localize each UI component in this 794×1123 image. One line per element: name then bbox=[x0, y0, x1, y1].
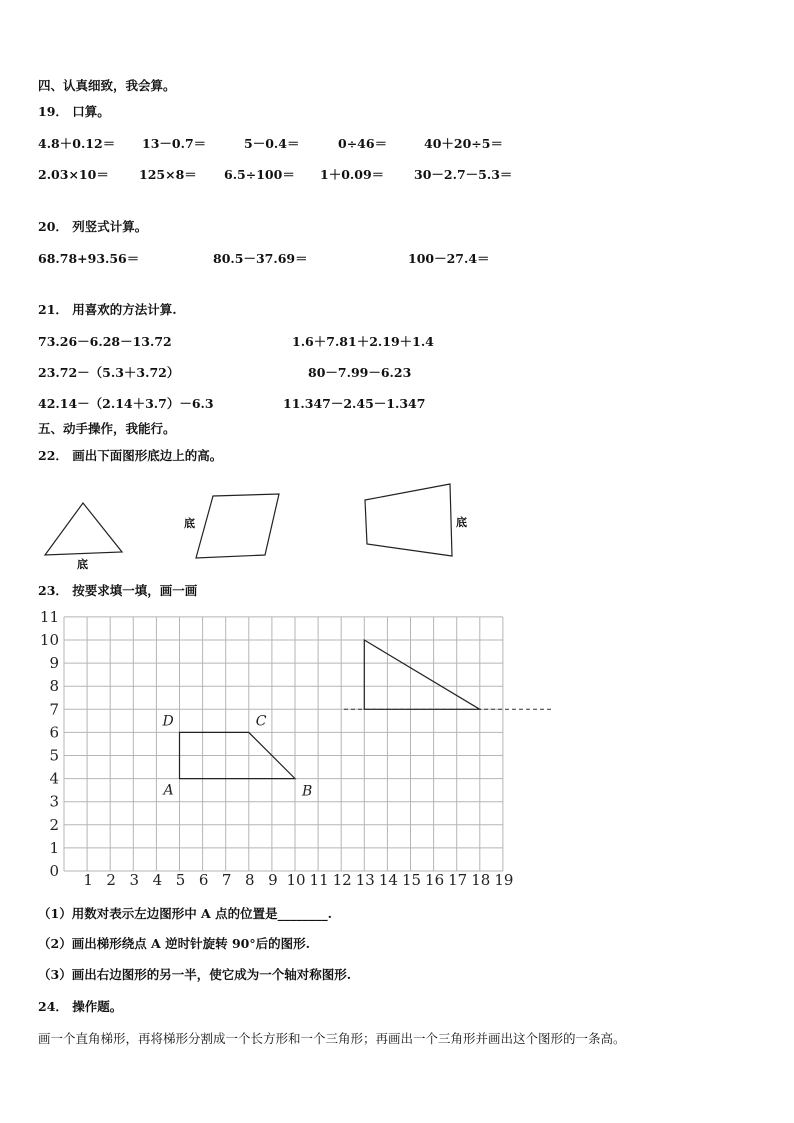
x-tick-label: 19 bbox=[494, 871, 514, 889]
y-tick-label: 7 bbox=[49, 700, 59, 719]
q22-label-triangle: 底 bbox=[77, 558, 88, 571]
y-tick-label: 9 bbox=[49, 654, 59, 673]
point-label-b: B bbox=[302, 783, 313, 800]
x-tick-label: 3 bbox=[129, 871, 140, 889]
point-label-c: C bbox=[255, 713, 267, 730]
point-label-a: A bbox=[163, 782, 174, 799]
section-4-heading: 四、认真细致，我会算。 bbox=[38, 78, 176, 93]
y-tick-label: 5 bbox=[49, 746, 59, 765]
q21-item-6: 11.347－2.45－1.347 bbox=[283, 396, 426, 411]
x-tick-label: 8 bbox=[245, 871, 255, 889]
q21-item-2: 1.6＋7.81＋2.19＋1.4 bbox=[292, 334, 434, 349]
q23-title: 23． 按要求填一填，画一画 bbox=[38, 583, 198, 598]
y-tick-label: 4 bbox=[49, 769, 59, 788]
q20-item-3: 100－27.4＝ bbox=[408, 251, 490, 266]
x-tick-label: 15 bbox=[401, 871, 422, 889]
q22-shapes bbox=[45, 484, 467, 571]
q19-r2-c1: 2.03×10＝ bbox=[38, 167, 109, 182]
section-5-heading: 五、动手操作，我能行。 bbox=[38, 421, 176, 436]
q19-r2-c4: 1＋0.09＝ bbox=[320, 167, 385, 182]
q19-r1-c1: 4.8＋0.12＝ bbox=[38, 136, 116, 151]
y-tick-label: 1 bbox=[49, 838, 59, 857]
q19-r1-c4: 0÷46＝ bbox=[338, 136, 388, 151]
x-tick-label: 17 bbox=[448, 871, 468, 889]
y-tick-label: 3 bbox=[49, 792, 59, 811]
q19-r1-c2: 13－0.7＝ bbox=[142, 136, 207, 151]
x-tick-label: 13 bbox=[355, 871, 375, 889]
x-tick-label: 5 bbox=[175, 871, 186, 889]
q23-sub2: （2）画出梯形绕点 A 逆时针旋转 90°后的图形. bbox=[38, 936, 310, 951]
q21-item-5: 42.14－（2.14＋3.7）－6.3 bbox=[38, 396, 214, 411]
grid-axis-labels bbox=[40, 608, 514, 889]
q20-item-2: 80.5－37.69＝ bbox=[213, 251, 308, 266]
x-tick-label: 10 bbox=[286, 871, 306, 889]
x-tick-label: 2 bbox=[106, 871, 116, 889]
q21-item-4: 80－7.99－6.23 bbox=[308, 365, 412, 380]
q23-shapes bbox=[162, 640, 553, 800]
q19-r1-c3: 5－0.4＝ bbox=[244, 136, 300, 151]
q20-item-1: 68.78+93.56＝ bbox=[38, 251, 140, 266]
q24-title: 24． 操作题。 bbox=[38, 999, 123, 1014]
y-tick-label: 10 bbox=[39, 631, 59, 649]
q19-r2-c3: 6.5÷100＝ bbox=[224, 167, 295, 182]
coordinate-grid bbox=[64, 617, 503, 871]
x-tick-label: 4 bbox=[152, 871, 163, 889]
x-tick-label: 12 bbox=[332, 871, 352, 889]
half-triangle bbox=[364, 640, 480, 709]
q19-title: 19． 口算。 bbox=[38, 104, 110, 119]
y-tick-label: 11 bbox=[39, 607, 59, 626]
x-tick-label: 14 bbox=[378, 871, 398, 889]
q19-r1-c5: 40＋20÷5＝ bbox=[424, 136, 503, 151]
x-tick-label: 16 bbox=[425, 871, 445, 889]
q21-item-3: 23.72－（5.3＋3.72） bbox=[38, 365, 180, 380]
q22-label-parallelogram: 底 bbox=[184, 517, 195, 530]
q21-item-1: 73.26－6.28－13.72 bbox=[38, 334, 172, 349]
x-tick-label: 9 bbox=[268, 871, 278, 889]
y-tick-label: 2 bbox=[49, 815, 59, 834]
q21-title: 21． 用喜欢的方法计算. bbox=[38, 302, 177, 317]
point-label-d: D bbox=[162, 713, 174, 730]
q22-trapezoid bbox=[365, 484, 452, 556]
y-tick-label: 8 bbox=[49, 677, 59, 696]
y-tick-label: 0 bbox=[49, 862, 59, 880]
q24-text: 画一个直角梯形，再将梯形分割成一个长方形和一个三角形；再画出一个三角形并画出这个图形的一条高。 bbox=[38, 1031, 626, 1046]
q22-parallelogram bbox=[196, 494, 279, 558]
x-tick-label: 7 bbox=[221, 871, 232, 889]
q22-title: 22． 画出下面图形底边上的高。 bbox=[38, 448, 223, 463]
y-tick-label: 6 bbox=[49, 723, 59, 742]
q23-sub3: （3）画出右边图形的另一半，使它成为一个轴对称图形. bbox=[38, 967, 352, 982]
q19-r2-c5: 30－2.7－5.3＝ bbox=[414, 167, 513, 182]
q19-r2-c2: 125×8＝ bbox=[139, 167, 197, 182]
q22-label-trapezoid: 底 bbox=[456, 516, 467, 529]
q20-title: 20． 列竖式计算。 bbox=[38, 219, 148, 234]
x-tick-label: 6 bbox=[198, 871, 209, 889]
q23-sub1: （1）用数对表示左边图形中 A 点的位置是________. bbox=[38, 906, 332, 921]
x-tick-label: 18 bbox=[471, 871, 491, 889]
q22-triangle bbox=[45, 503, 122, 555]
x-tick-label: 1 bbox=[83, 871, 93, 889]
x-tick-label: 11 bbox=[309, 871, 329, 889]
